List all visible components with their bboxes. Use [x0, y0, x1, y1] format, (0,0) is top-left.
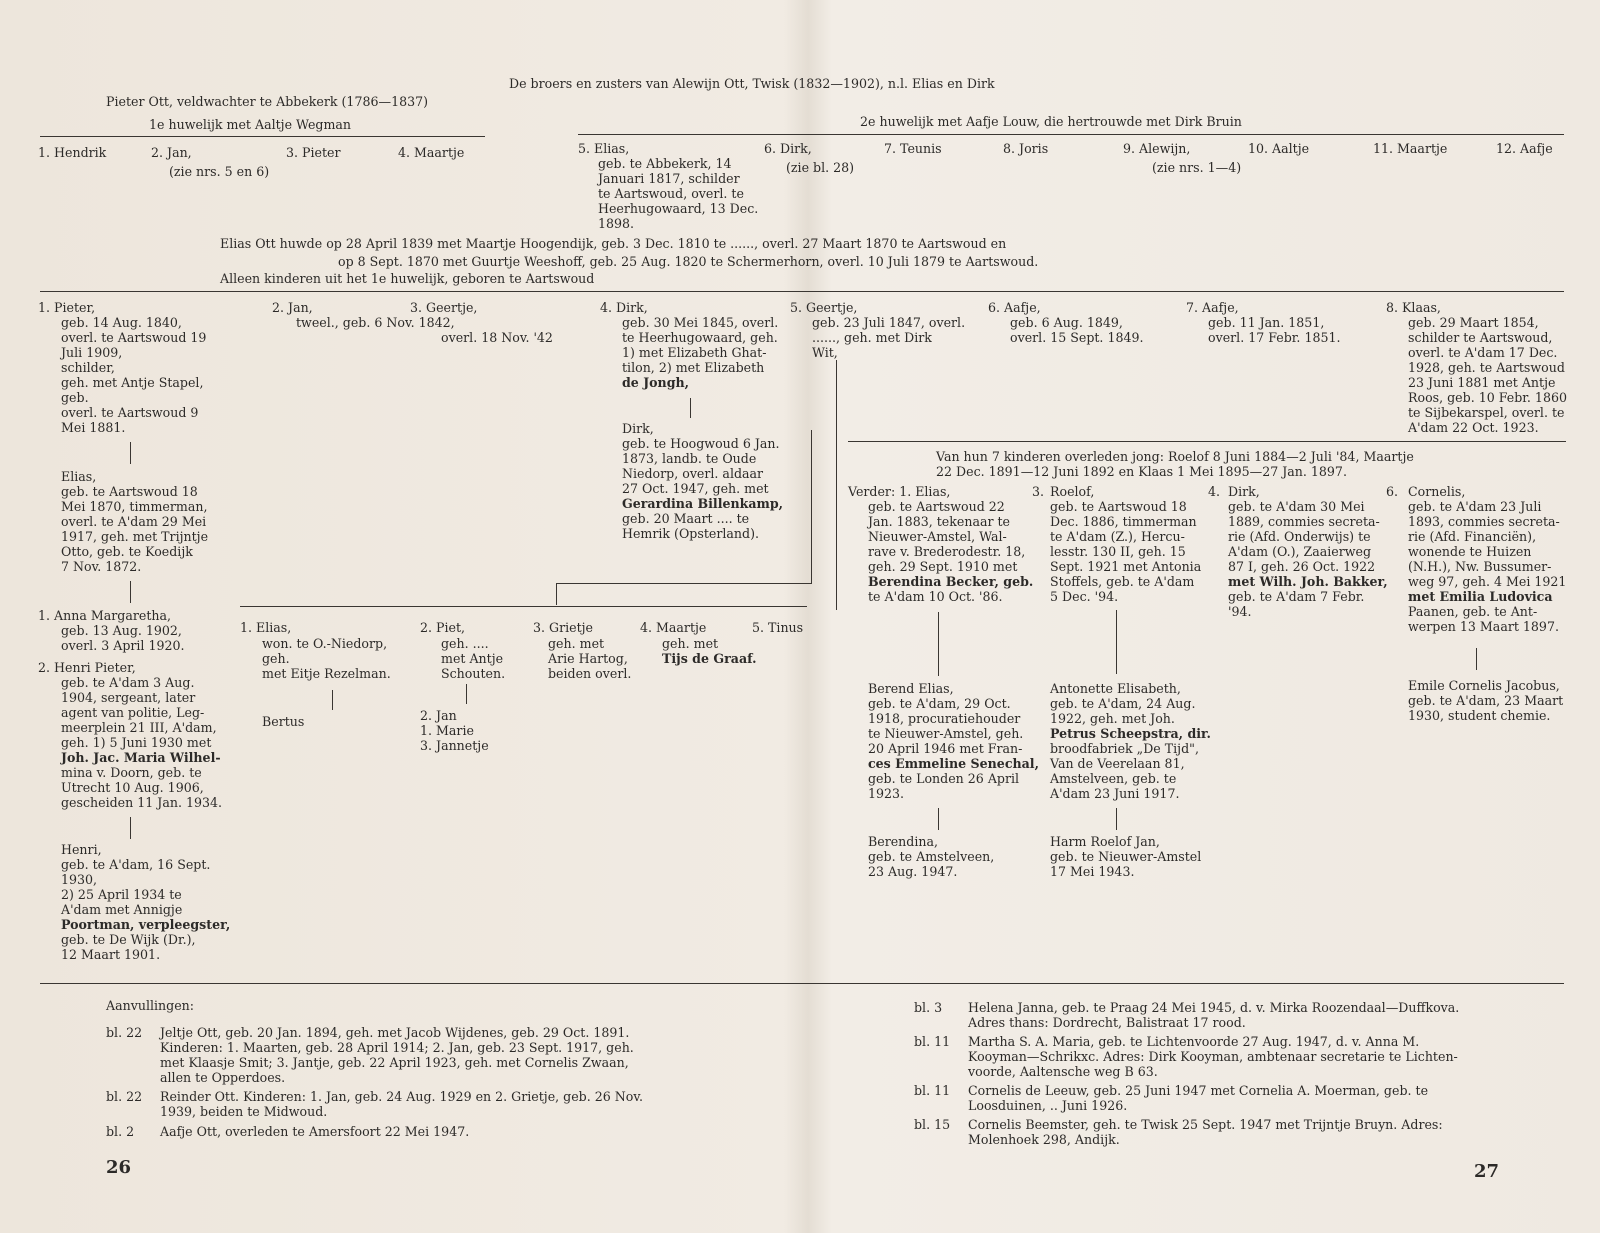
- addendum-line: Kinderen: 1. Maarten, geb. 28 April 1914; 2. Jan, geb. 23 Sept. 1917, geh.: [160, 1040, 634, 1055]
- pieter-line: A'dam met Annigje: [61, 902, 183, 917]
- grandchild-line: ces Emmeline Senechal,: [868, 756, 1039, 771]
- grandchild-line: Petrus Scheepstra, dir.: [1050, 726, 1211, 741]
- elias-marriage-line2: op 8 Sept. 1870 met Guurtje Weeshoff, geb. 25 Aug. 1820 te Schermerhorn, overl. 10 Juli 1879 te Aartswoud.: [338, 254, 1039, 269]
- klaas-line: 1928, geh. te Aartswoud: [1408, 360, 1565, 375]
- first-marriage: 1e huwelijk met Aaltje Wegman: [149, 117, 352, 132]
- elias-marriage-line1: Elias Ott huwde op 28 April 1839 met Maartje Hoogendijk, geb. 3 Dec. 1810 te ......, overl. 27 Maart 1870 te Aartswoud en: [220, 236, 1007, 251]
- addendum-line: Martha S. A. Maria, geb. te Lichtenvoorde 27 Aug. 1947, d. v. Anna M.: [968, 1034, 1420, 1049]
- pieter-line: geh. 1) 5 Juni 1930 met: [61, 735, 212, 750]
- grandchild-line: Amstelveen, geb. te: [1050, 771, 1177, 786]
- klaas-child-line: te A'dam (Z.), Hercu-: [1050, 529, 1185, 544]
- klaas-line: A'dam 22 Oct. 1923.: [1408, 420, 1539, 435]
- connector: [556, 583, 557, 605]
- rule-marriage1: [40, 136, 485, 137]
- klaas-child-line: 87 I, geh. 26 Oct. 1922: [1228, 559, 1376, 574]
- connector: [690, 398, 691, 418]
- pieter-line: agent van politie, Leg-: [61, 705, 205, 720]
- dirk-line: geb. 20 Maart .... te: [622, 511, 750, 526]
- klaas-child-line: Stoffels, geb. te A'dam: [1050, 574, 1195, 589]
- grandchild-line: met Eitje Rezelman.: [262, 666, 391, 681]
- grandchild-line: geh. met: [662, 636, 719, 651]
- klaas-child-line: geh. 29 Sept. 1910 met: [868, 559, 1018, 574]
- pieter-name: 1. Pieter,: [38, 300, 96, 315]
- pieter-line: gescheiden 11 Jan. 1934.: [61, 795, 223, 810]
- grandchild-line: 20 April 1946 met Fran-: [868, 741, 1023, 756]
- klaas-child-line: 5 Dec. '94.: [1050, 589, 1119, 604]
- grandchild-grietje: 3. Grietje: [533, 620, 593, 635]
- pieter-line: geb. te Aartswoud 18: [61, 484, 198, 499]
- piet-child: 3. Jannetje: [420, 738, 489, 753]
- henri-name: Henri,: [61, 842, 102, 857]
- elias-line4: Heerhugowaard, 13 Dec.: [598, 201, 759, 216]
- addendum-line: met Klaasje Smit; 3. Jantje, geb. 22 April 1923, geh. met Cornelis Zwaan,: [160, 1055, 629, 1070]
- ref-bl: bl. 3: [914, 1000, 943, 1015]
- klaas-child-line: Paanen, geb. te Ant-: [1408, 604, 1538, 619]
- klaas-child-line: geb. te A'dam 23 Juli: [1408, 499, 1542, 514]
- pieter-line: Otto, geb. te Koedijk: [61, 544, 193, 559]
- dirk-line: Hemrik (Opsterland).: [622, 526, 759, 541]
- klaas-child-roelof: Roelof,: [1050, 484, 1095, 499]
- elias-son-name: Elias,: [61, 469, 97, 484]
- pieter-line: Mei 1870, timmerman,: [61, 499, 208, 514]
- pieter-line: overl. 3 April 1920.: [61, 638, 185, 653]
- pieter-line: overl. te Aartswoud 9: [61, 405, 199, 420]
- grandchild-line: Tijs de Graaf.: [662, 651, 757, 666]
- child-dirk: 6. Dirk,: [764, 141, 812, 156]
- addendum-line: Cornelis de Leeuw, geb. 25 Juni 1947 met Cornelia A. Moerman, geb. te: [968, 1083, 1429, 1098]
- klaas-name: 8. Klaas,: [1386, 300, 1441, 315]
- klaas-child-line: Jan. 1883, tekenaar te: [868, 514, 1010, 529]
- grandchild-line: Arie Hartog,: [548, 651, 628, 666]
- klaas-line: 23 Juni 1881 met Antje: [1408, 375, 1556, 390]
- klaas-child-line: Berendina Becker, geb.: [868, 574, 1034, 589]
- grandchild-elias: 1. Elias,: [240, 620, 292, 635]
- addendum-line: Helena Janna, geb. te Praag 24 Mei 1945, d. v. Mirka Roozendaal—Duffkova.: [968, 1000, 1460, 1015]
- pieter-line: geb. 13 Aug. 1902,: [61, 623, 182, 638]
- grandchild-line: 1930, student chemie.: [1408, 708, 1551, 723]
- connector: [130, 817, 131, 839]
- child-alewijn-note: (zie nrs. 1—4): [1152, 160, 1242, 175]
- klaas-child-line: 1889, commies secreta-: [1228, 514, 1380, 529]
- klaas-child-line: rave v. Brederodestr. 18,: [868, 544, 1026, 559]
- klaas-note: 22 Dec. 1891—12 Juni 1892 en Klaas 1 Mei 1895—27 Jan. 1897.: [936, 464, 1347, 479]
- klaas-child-line: rie (Afd. Financiën),: [1408, 529, 1537, 544]
- dirk-line: te Heerhugowaard, geh.: [622, 330, 778, 345]
- twins-line: tweel., geb. 6 Nov. 1842,: [296, 315, 455, 330]
- geertje-death: overl. 18 Nov. '42: [441, 330, 553, 345]
- page-number-right: 27: [1474, 1161, 1500, 1182]
- klaas-child-line: werpen 13 Maart 1897.: [1408, 619, 1559, 634]
- addendum-line: Adres thans: Dordrecht, Balistraat 17 rood.: [968, 1015, 1246, 1030]
- connector: [556, 583, 812, 584]
- ref-bl: bl. 22: [106, 1025, 143, 1040]
- piet-child: 1. Marie: [420, 723, 474, 738]
- pieter-line: geb. 14 Aug. 1840,: [61, 315, 182, 330]
- addendum-line: 1939, beiden te Midwoud.: [160, 1104, 328, 1119]
- ref-bl: bl. 11: [914, 1034, 951, 1049]
- pieter-line: mina v. Doorn, geb. te: [61, 765, 202, 780]
- pieter-line: 1917, geh. met Trijntje: [61, 529, 209, 544]
- klaas-child-line: geb. te A'dam 7 Febr.: [1228, 589, 1365, 604]
- pieter-line: Juli 1909,: [61, 345, 123, 360]
- addendum-line: Jeltje Ott, geb. 20 Jan. 1894, geh. met Jacob Wijdenes, geb. 29 Oct. 1891.: [160, 1025, 630, 1040]
- klaas-child-number: 4.: [1208, 484, 1221, 499]
- dirk-line: tilon, 2) met Elizabeth: [622, 360, 765, 375]
- rule-dirk-children: [240, 606, 807, 607]
- dirk-line: de Jongh,: [622, 375, 690, 390]
- klaas-child-line: '94.: [1228, 604, 1252, 619]
- pieter-line: geb.: [61, 390, 89, 405]
- addendum-line: Loosduinen, .. Juni 1926.: [968, 1098, 1128, 1113]
- connector: [938, 612, 939, 676]
- child-jan: 2. Jan,: [151, 145, 192, 160]
- addendum-line: Kooyman—Schrikxc. Adres: Dirk Kooyman, ambtenaar secretarie te Lichten-: [968, 1049, 1458, 1064]
- pieter-line: 12 Maart 1901.: [61, 947, 161, 962]
- pieter-line: geb. te De Wijk (Dr.),: [61, 932, 196, 947]
- grandchild-line: geh. ....: [441, 636, 489, 651]
- rule-marriage2: [578, 134, 1564, 135]
- aafje-7-name: 7. Aafje,: [1186, 300, 1239, 315]
- elias-line3: te Aartswoud, overl. te: [598, 186, 744, 201]
- child-elias: 5. Elias,: [578, 141, 630, 156]
- dirk-line: geb. 30 Mei 1845, overl.: [622, 315, 779, 330]
- pieter-line: overl. te Aartswoud 19: [61, 330, 207, 345]
- klaas-child-elias: Verder: 1. Elias,: [848, 484, 951, 499]
- klaas-child-line: geb. te Aartswoud 22: [868, 499, 1005, 514]
- second-marriage: 2e huwelijk met Aafje Louw, die hertrouwde met Dirk Bruin: [860, 114, 1242, 129]
- grandchild-line: geb. te A'dam, 24 Aug.: [1050, 696, 1196, 711]
- pieter-line: Utrecht 10 Aug. 1906,: [61, 780, 204, 795]
- klaas-child-number: 3.: [1032, 484, 1045, 499]
- grandchild-line: geb. te Amstelveen,: [868, 849, 995, 864]
- grandchild-line: 23 Aug. 1947.: [868, 864, 958, 879]
- child-aaltje: 10. Aaltje: [1248, 141, 1310, 156]
- grandchild-line: 17 Mei 1943.: [1050, 864, 1135, 879]
- pieter-line: 7 Nov. 1872.: [61, 559, 142, 574]
- pieter-line: meerplein 21 III, A'dam,: [61, 720, 217, 735]
- grandchild-line: geb. te A'dam, 23 Maart: [1408, 693, 1564, 708]
- grandchild-line: geb. te A'dam, 29 Oct.: [868, 696, 1011, 711]
- rule-footer: [40, 983, 1564, 984]
- rule-klaas-children: [848, 441, 1566, 442]
- child-maartje: 4. Maartje: [398, 145, 465, 160]
- klaas-line: geb. 29 Maart 1854,: [1408, 315, 1539, 330]
- ancestor-line: Pieter Ott, veldwachter te Abbekerk (1786—1837): [106, 94, 429, 109]
- connector: [332, 690, 333, 710]
- grandchild-line: 1922, geh. met Joh.: [1050, 711, 1175, 726]
- connector: [836, 360, 837, 610]
- child-maartje-11: 11. Maartje: [1373, 141, 1448, 156]
- geertje-line: ......, geh. met Dirk: [812, 330, 932, 345]
- connector: [811, 430, 812, 584]
- klaas-child-line: weg 97, geh. 4 Mei 1921: [1408, 574, 1567, 589]
- klaas-child-line: rie (Afd. Onderwijs) te: [1228, 529, 1371, 544]
- pieter-line: 2) 25 April 1934 te: [61, 887, 182, 902]
- harm-roelof-name: Harm Roelof Jan,: [1050, 834, 1160, 849]
- aafje-line: overl. 15 Sept. 1849.: [1010, 330, 1144, 345]
- child-alewijn: 9. Alewijn,: [1123, 141, 1191, 156]
- klaas-line: overl. te A'dam 17 Dec.: [1408, 345, 1558, 360]
- klaas-child-line: 1893, commies secreta-: [1408, 514, 1560, 529]
- klaas-child-line: A'dam (O.), Zaaierweg: [1228, 544, 1372, 559]
- aafje-line: geb. 11 Jan. 1851,: [1208, 315, 1325, 330]
- grandchild-line: beiden overl.: [548, 666, 632, 681]
- grandchild-piet: 2. Piet,: [420, 620, 466, 635]
- child-joris: 8. Joris: [1003, 141, 1049, 156]
- grandchild-line: geb. te Londen 26 April: [868, 771, 1020, 786]
- connector: [938, 808, 939, 830]
- grandchild-line: geh. met: [548, 636, 605, 651]
- berend-elias-name: Berend Elias,: [868, 681, 954, 696]
- grandchild-line: 1923.: [868, 786, 905, 801]
- page-number-left: 26: [106, 1157, 132, 1178]
- connector: [1116, 808, 1117, 830]
- pieter-line: 1904, sergeant, later: [61, 690, 196, 705]
- berendina-name: Berendina,: [868, 834, 939, 849]
- dirk-line: 1) met Elizabeth Ghat-: [622, 345, 767, 360]
- klaas-line: Roos, geb. 10 Febr. 1860: [1408, 390, 1567, 405]
- addendum-line: Molenhoek 298, Andijk.: [968, 1132, 1120, 1147]
- aafje-line: overl. 17 Febr. 1851.: [1208, 330, 1341, 345]
- ref-bl: bl. 15: [914, 1117, 951, 1132]
- klaas-line: schilder te Aartswoud,: [1408, 330, 1553, 345]
- aanvullingen-title: Aanvullingen:: [106, 998, 195, 1013]
- rule-elias-children: [40, 291, 1564, 292]
- grandchild-line: won. te O.-Niedorp,: [262, 636, 388, 651]
- connector: [466, 684, 467, 704]
- addendum-line: voorde, Aaltensche weg B 63.: [968, 1064, 1158, 1079]
- grandchild-line: te Nieuwer-Amstel, geh.: [868, 726, 1024, 741]
- bertus-name: Bertus: [262, 714, 305, 729]
- emile-name: Emile Cornelis Jacobus,: [1408, 678, 1560, 693]
- addendum-line: allen te Opperdoes.: [160, 1070, 286, 1085]
- aafje-6-name: 6. Aafje,: [988, 300, 1041, 315]
- geertje-line: geb. 23 Juli 1847, overl.: [812, 315, 966, 330]
- page-title: De broers en zusters van Alewijn Ott, Twisk (1832—1902), n.l. Elias en Dirk: [509, 76, 995, 91]
- grandchild-line: Schouten.: [441, 666, 506, 681]
- klaas-child-dirk: Dirk,: [1228, 484, 1260, 499]
- henri-pieter-name: 2. Henri Pieter,: [38, 660, 136, 675]
- child-jan-note: (zie nrs. 5 en 6): [169, 164, 270, 179]
- elias-marriage-note: Alleen kinderen uit het 1e huwelijk, geboren te Aartswoud: [220, 271, 595, 286]
- connector: [1476, 648, 1477, 670]
- ref-bl: bl. 22: [106, 1089, 143, 1104]
- aafje-line: geb. 6 Aug. 1849,: [1010, 315, 1123, 330]
- dirk-name: 4. Dirk,: [600, 300, 648, 315]
- child-pieter: 3. Pieter: [286, 145, 341, 160]
- addendum-line: Cornelis Beemster, geh. te Twisk 25 Sept. 1947 met Trijntje Bruyn. Adres:: [968, 1117, 1443, 1132]
- antonette-name: Antonette Elisabeth,: [1050, 681, 1181, 696]
- klaas-child-line: geb. te A'dam 30 Mei: [1228, 499, 1365, 514]
- elias-line1: geb. te Abbekerk, 14: [598, 156, 732, 171]
- klaas-note: Van hun 7 kinderen overleden jong: Roelof 8 Juni 1884—2 Juli '84, Maartje: [936, 449, 1414, 464]
- geertje-5-name: 5. Geertje,: [790, 300, 858, 315]
- pieter-line: 1930,: [61, 872, 98, 887]
- pieter-line: schilder,: [61, 360, 115, 375]
- ref-bl: bl. 2: [106, 1124, 135, 1139]
- dirk-line: 27 Oct. 1947, geh. met: [622, 481, 769, 496]
- geertje-line: Wit,: [812, 345, 838, 360]
- klaas-child-line: te A'dam 10 Oct. '86.: [868, 589, 1003, 604]
- pieter-line: geb. te A'dam, 16 Sept.: [61, 857, 211, 872]
- pieter-line: geb. te A'dam 3 Aug.: [61, 675, 195, 690]
- pieter-line: overl. te A'dam 29 Mei: [61, 514, 207, 529]
- klaas-child-line: lesstr. 130 II, geh. 15: [1050, 544, 1186, 559]
- grandchild-tinus: 5. Tinus: [752, 620, 804, 635]
- ref-bl: bl. 11: [914, 1083, 951, 1098]
- grandchild-line: geh.: [262, 651, 290, 666]
- addendum-line: Reinder Ott. Kinderen: 1. Jan, geb. 24 Aug. 1929 en 2. Grietje, geb. 26 Nov.: [160, 1089, 643, 1104]
- grandchild-maartje: 4. Maartje: [640, 620, 707, 635]
- grandchild-line: geb. te Nieuwer-Amstel: [1050, 849, 1202, 864]
- geertje-name: 3. Geertje,: [410, 300, 478, 315]
- dirk-line: 1873, landb. te Oude: [622, 451, 757, 466]
- elias-line2: Januari 1817, schilder: [598, 171, 740, 186]
- jan-name: 2. Jan,: [272, 300, 313, 315]
- grandchild-line: broodfabriek „De Tijd",: [1050, 741, 1199, 756]
- elias-line5: 1898.: [598, 216, 635, 231]
- connector: [130, 581, 131, 603]
- piet-child: 2. Jan: [420, 708, 457, 723]
- dirk-line: Niedorp, overl. aldaar: [622, 466, 764, 481]
- klaas-child-line: geb. te Aartswoud 18: [1050, 499, 1187, 514]
- klaas-child-line: met Emilia Ludovica: [1408, 589, 1553, 604]
- klaas-child-line: (N.H.), Nw. Bussumer-: [1408, 559, 1552, 574]
- anna-name: 1. Anna Margaretha,: [38, 608, 171, 623]
- pieter-line: Mei 1881.: [61, 420, 126, 435]
- grandchild-line: met Antje: [441, 651, 504, 666]
- klaas-child-number: 6.: [1386, 484, 1399, 499]
- dirk-line: geb. te Hoogwoud 6 Jan.: [622, 436, 780, 451]
- grandchild-line: A'dam 23 Juni 1917.: [1050, 786, 1180, 801]
- child-aafje: 12. Aafje: [1496, 141, 1553, 156]
- child-hendrik: 1. Hendrik: [38, 145, 107, 160]
- connector: [130, 442, 131, 464]
- connector: [1116, 610, 1117, 674]
- klaas-child-cornelis: Cornelis,: [1408, 484, 1466, 499]
- pieter-line: geh. met Antje Stapel,: [61, 375, 204, 390]
- klaas-child-line: Sept. 1921 met Antonia: [1050, 559, 1202, 574]
- grandchild-line: Van de Veerelaan 81,: [1050, 756, 1185, 771]
- klaas-child-line: wonende te Huizen: [1408, 544, 1532, 559]
- dirk-son-name: Dirk,: [622, 421, 654, 436]
- dirk-line: Gerardina Billenkamp,: [622, 496, 784, 511]
- child-teunis: 7. Teunis: [884, 141, 942, 156]
- klaas-child-line: met Wilh. Joh. Bakker,: [1228, 574, 1388, 589]
- child-dirk-note: (zie bl. 28): [786, 160, 855, 175]
- pieter-line: Poortman, verpleegster,: [61, 917, 231, 932]
- grandchild-line: 1918, procuratiehouder: [868, 711, 1021, 726]
- klaas-child-line: Nieuwer-Amstel, Wal-: [868, 529, 1007, 544]
- klaas-child-line: Dec. 1886, timmerman: [1050, 514, 1197, 529]
- addendum-line: Aafje Ott, overleden te Amersfoort 22 Mei 1947.: [160, 1124, 470, 1139]
- pieter-line: Joh. Jac. Maria Wilhel-: [61, 750, 221, 765]
- klaas-line: te Sijbekarspel, overl. te: [1408, 405, 1565, 420]
